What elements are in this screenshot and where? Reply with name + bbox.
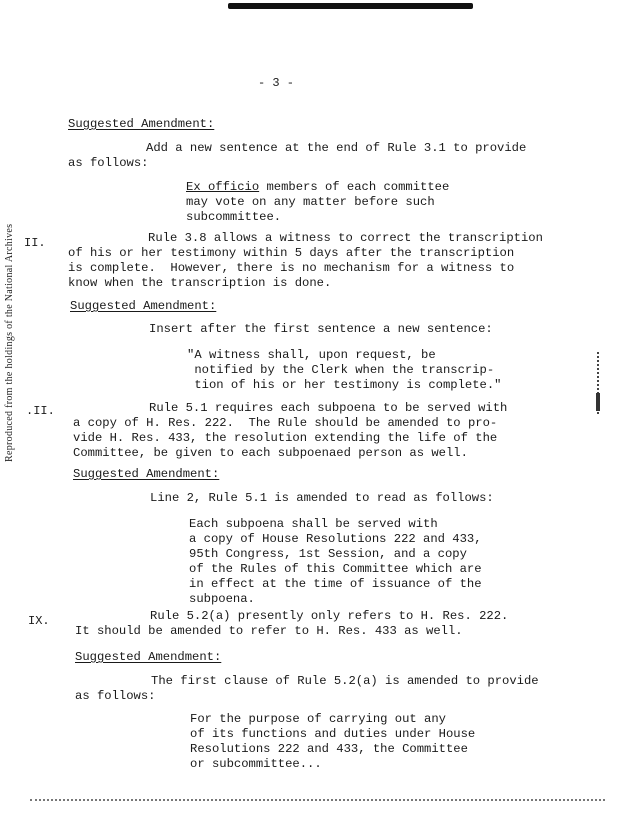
section-numeral: IX. bbox=[28, 614, 50, 628]
quoted-rule-text bbox=[190, 712, 475, 772]
text-line: Resolutions 222 and 433, the Committee bbox=[190, 742, 468, 756]
text-line: 95th Congress, 1st Session, and a copy bbox=[189, 547, 467, 561]
text-line: subcommittee. bbox=[186, 210, 282, 224]
section-numeral: II. bbox=[24, 236, 46, 250]
top-redaction-bar bbox=[228, 3, 473, 9]
instruction-line: Insert after the first sentence a new sentence: bbox=[149, 322, 493, 336]
page-number: - 3 - bbox=[258, 76, 295, 90]
text-line: is complete. However, there is no mechanism for a witness to bbox=[68, 261, 515, 275]
paragraph bbox=[73, 401, 507, 461]
text-line: The first clause of Rule 5.2(a) is amended to provide bbox=[151, 674, 539, 688]
text-line: as follows: bbox=[68, 156, 149, 170]
text-line: Rule 3.8 allows a witness to correct the transcription bbox=[148, 231, 543, 245]
text-line: know when the transcription is done. bbox=[68, 276, 332, 290]
text-line: Committee, be given to each subpoenaed person as well. bbox=[73, 446, 468, 460]
text-line: tion of his or her testimony is complete." bbox=[187, 378, 502, 392]
text-line: of its functions and duties under House bbox=[190, 727, 476, 741]
archives-sidebar-text: Reproduced from the holdings of the National Archives bbox=[4, 223, 15, 462]
text-line: "A witness shall, upon request, be bbox=[187, 348, 436, 362]
text-line: of the Rules of this Committee which are bbox=[189, 562, 482, 576]
text-line: Each subpoena shall be served with bbox=[189, 517, 438, 531]
amendment-heading: Suggested Amendment: bbox=[68, 117, 215, 131]
text-line: vide H. Res. 433, the resolution extending the life of the bbox=[73, 431, 498, 445]
amendment-heading: Suggested Amendment: bbox=[75, 650, 222, 664]
instruction-line: Line 2, Rule 5.1 is amended to read as follows: bbox=[150, 491, 494, 505]
text-line: a copy of House Resolutions 222 and 433, bbox=[189, 532, 482, 546]
paragraph bbox=[75, 609, 508, 639]
text-line: a copy of H. Res. 222. The Rule should be amended to pro- bbox=[73, 416, 498, 430]
text-line: of his or her testimony within 5 days after the transcription bbox=[68, 246, 515, 260]
paragraph bbox=[68, 231, 543, 291]
text-line: For the purpose of carrying out any bbox=[190, 712, 446, 726]
bottom-scan-artifact bbox=[30, 799, 605, 801]
quoted-rule-text bbox=[187, 348, 502, 393]
text-line: members of each committee bbox=[259, 180, 450, 194]
text-line: as follows: bbox=[75, 689, 156, 703]
text-line: It should be amended to refer to H. Res. 433 as well. bbox=[75, 624, 463, 638]
italic-term: Ex officio bbox=[186, 180, 260, 194]
text-line: may vote on any matter before such bbox=[186, 195, 435, 209]
amendment-heading: Suggested Amendment: bbox=[73, 467, 220, 481]
paragraph bbox=[75, 674, 539, 704]
text-line: Rule 5.1 requires each subpoena to be served with bbox=[149, 401, 508, 415]
quoted-rule-text bbox=[189, 517, 482, 607]
quoted-rule-text bbox=[186, 180, 449, 225]
section-numeral: .II. bbox=[26, 404, 55, 418]
text-line: subpoena. bbox=[189, 592, 255, 606]
text-line: notified by the Clerk when the transcrip- bbox=[187, 363, 495, 377]
amendment-heading: Suggested Amendment: bbox=[70, 299, 217, 313]
margin-mark bbox=[596, 393, 600, 411]
text-line: or subcommittee... bbox=[190, 757, 322, 771]
text-line: Add a new sentence at the end of Rule 3.1 to provide bbox=[146, 141, 527, 155]
text-line: in effect at the time of issuance of the bbox=[189, 577, 482, 591]
paragraph bbox=[68, 141, 526, 171]
text-line: Rule 5.2(a) presently only refers to H. Res. 222. bbox=[150, 609, 509, 623]
